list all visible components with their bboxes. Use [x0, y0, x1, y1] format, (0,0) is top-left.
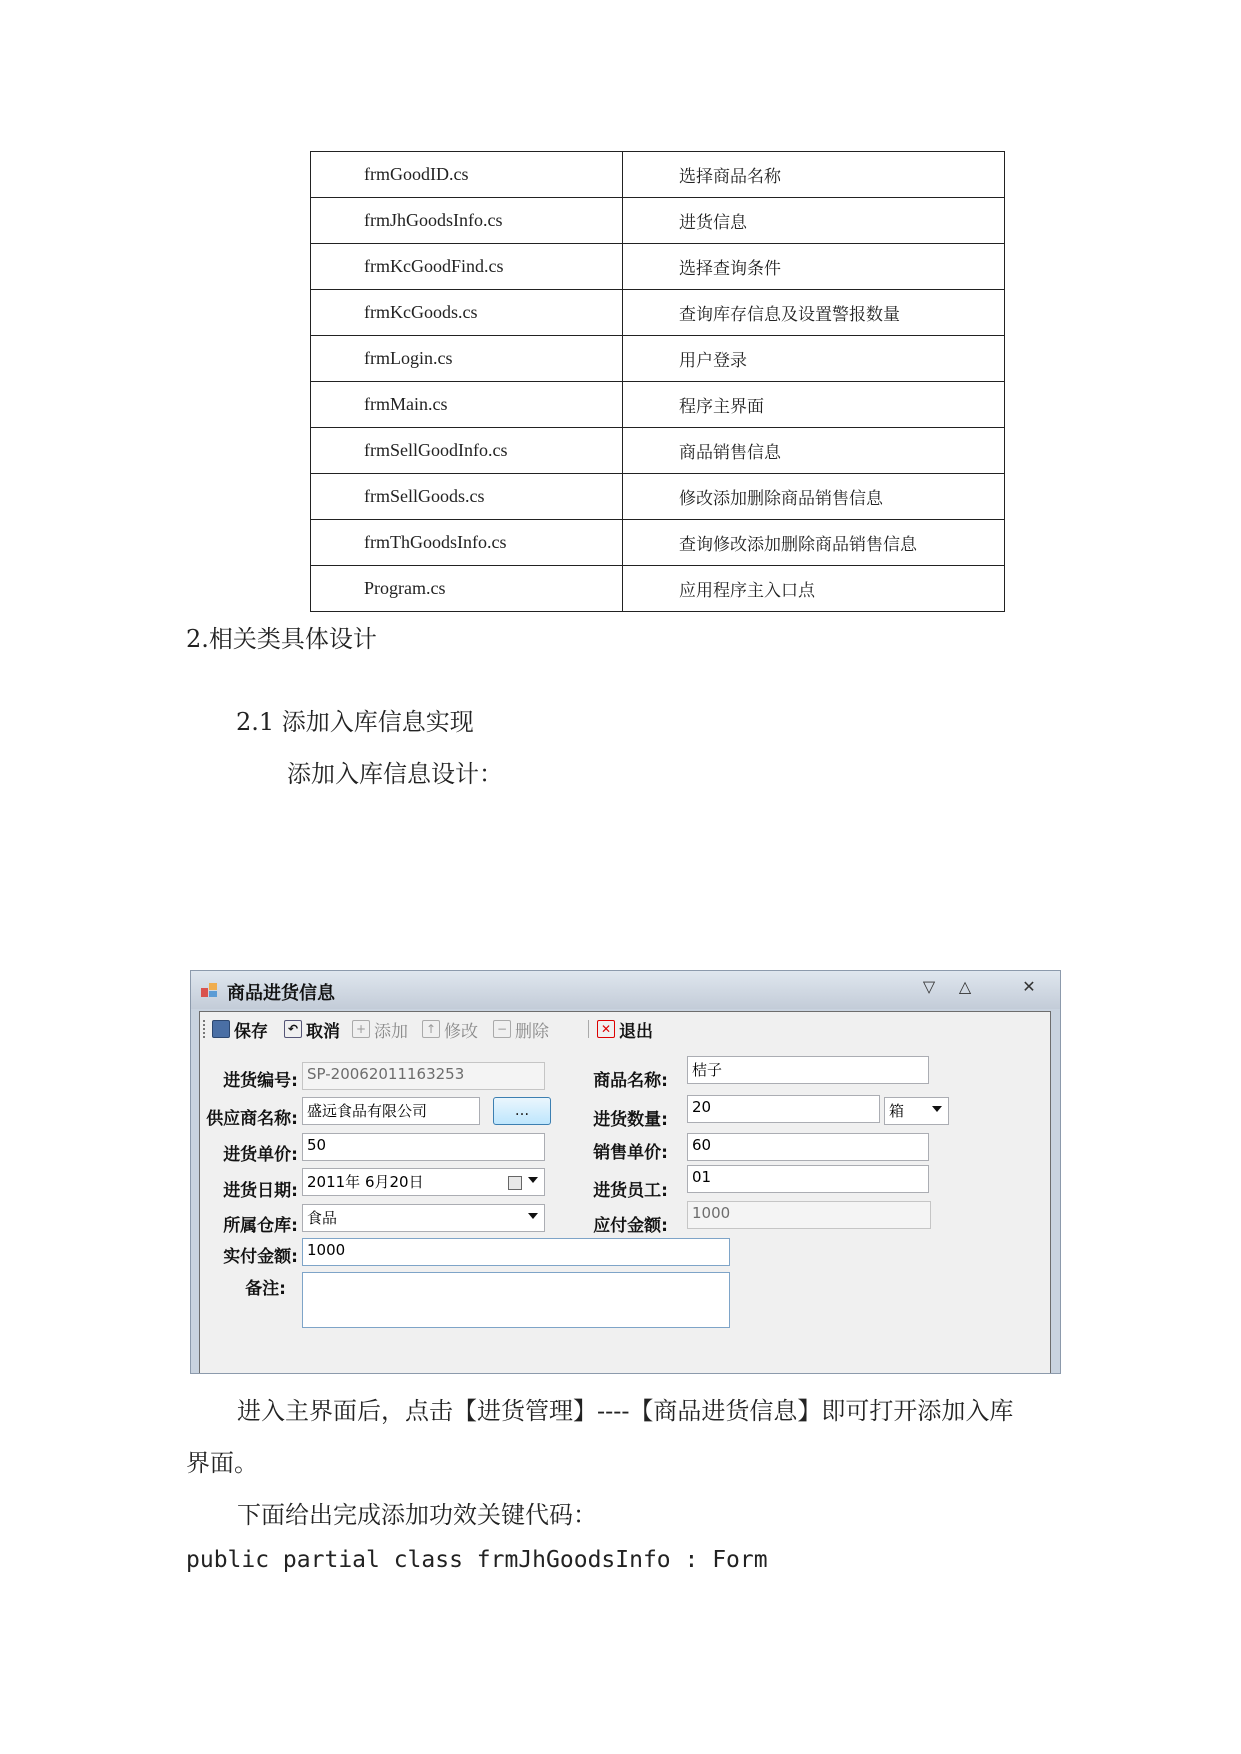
design-caption: 添加入库信息设计： [287, 760, 503, 788]
save-button[interactable] [212, 1018, 268, 1040]
file-description-cell: 修改添加删除商品销售信息 [623, 474, 1005, 520]
toolbar-grip[interactable] [203, 1020, 207, 1038]
exit-label: 退出 [619, 1021, 653, 1042]
close-icon[interactable]: ✕ [1022, 977, 1036, 996]
paid-amount-label: 实付金额: [223, 1247, 298, 1267]
form-client-area [199, 1011, 1051, 1374]
save-label: 保存 [234, 1021, 268, 1042]
file-name-cell: frmSellGoods.cs [311, 474, 623, 520]
file-name-cell: frmKcGoodFind.cs [311, 244, 623, 290]
delete-icon: − [493, 1020, 511, 1038]
cancel-icon: ↶ [284, 1020, 302, 1038]
warehouse-select[interactable] [302, 1204, 545, 1232]
delete-button[interactable] [493, 1018, 549, 1040]
file-name-cell: frmKcGoods.cs [311, 290, 623, 336]
table-row [311, 336, 1005, 382]
unit-price-label: 进货单价: [223, 1145, 298, 1165]
modify-button[interactable] [422, 1018, 478, 1040]
chevron-down-icon[interactable] [528, 1213, 538, 1219]
table-row [311, 198, 1005, 244]
chevron-down-icon[interactable] [528, 1177, 538, 1183]
add-label: 添加 [374, 1021, 408, 1042]
section-heading: 2.相关类具体设计 [186, 625, 377, 653]
file-description-cell: 商品销售信息 [623, 428, 1005, 474]
goods-purchase-window [190, 970, 1061, 1374]
instruction-line-2: 界面。 [186, 1449, 258, 1477]
calendar-icon[interactable] [508, 1176, 522, 1190]
add-icon: + [352, 1020, 370, 1038]
exit-button[interactable] [597, 1018, 653, 1040]
file-table [310, 151, 1005, 612]
file-description-cell: 查询库存信息及设置警报数量 [623, 290, 1005, 336]
goods-name-field[interactable]: 桔子 [687, 1056, 929, 1084]
cancel-button[interactable] [284, 1018, 340, 1040]
exit-icon: ✕ [597, 1020, 615, 1038]
collapse-icon[interactable]: △ [958, 977, 972, 996]
purchase-no-label: 进货编号: [223, 1071, 298, 1091]
payable-amount-label: 应付金额: [593, 1216, 668, 1236]
file-name-cell: frmThGoodsInfo.cs [311, 520, 623, 566]
supplier-field[interactable]: 盛远食品有限公司 [302, 1097, 480, 1125]
instruction-line-1: 进入主界面后，点击【进货管理】----【商品进货信息】即可打开添加入库 [237, 1397, 1014, 1425]
remark-field[interactable] [302, 1272, 730, 1328]
file-description-cell: 用户登录 [623, 336, 1005, 382]
toolbar [200, 1012, 1050, 1046]
purchase-date-label: 进货日期: [223, 1181, 298, 1201]
file-name-cell: frmSellGoodInfo.cs [311, 428, 623, 474]
add-button[interactable] [352, 1018, 408, 1040]
sell-price-field[interactable]: 60 [687, 1133, 929, 1161]
employee-field[interactable]: 01 [687, 1165, 929, 1193]
quantity-field[interactable]: 20 [687, 1095, 880, 1123]
file-description-cell: 应用程序主入口点 [623, 566, 1005, 612]
sell-price-label: 销售单价: [593, 1143, 668, 1163]
title-bar [191, 971, 1060, 1009]
file-description-cell: 选择商品名称 [623, 152, 1005, 198]
table-row [311, 474, 1005, 520]
cancel-label: 取消 [306, 1021, 340, 1042]
purchase-date-picker[interactable] [302, 1168, 545, 1196]
table-row [311, 382, 1005, 428]
file-description-cell: 进货信息 [623, 198, 1005, 244]
warehouse-label: 所属仓库: [223, 1216, 298, 1236]
warehouse-value: 食品 [307, 1209, 338, 1227]
toolbar-separator [588, 1020, 589, 1038]
window-title: 商品进货信息 [227, 983, 335, 1004]
unit-price-field[interactable]: 50 [302, 1133, 545, 1161]
code-intro: 下面给出完成添加功效关键代码： [237, 1501, 597, 1529]
file-description-cell: 程序主界面 [623, 382, 1005, 428]
purchase-no-field[interactable]: SP-20062011163253 [302, 1062, 545, 1090]
file-name-cell: frmGoodID.cs [311, 152, 623, 198]
table-row [311, 566, 1005, 612]
quantity-label: 进货数量: [593, 1110, 668, 1130]
app-icon [201, 983, 217, 997]
unit-select[interactable] [884, 1097, 949, 1125]
remark-label: 备注: [245, 1279, 286, 1299]
file-description-cell: 查询修改添加删除商品销售信息 [623, 520, 1005, 566]
table-row [311, 290, 1005, 336]
save-icon [212, 1020, 230, 1038]
table-row [311, 244, 1005, 290]
file-name-cell: frmJhGoodsInfo.cs [311, 198, 623, 244]
goods-name-label: 商品名称: [593, 1071, 668, 1091]
purchase-date-value: 2011年 6月20日 [307, 1173, 424, 1191]
unit-value: 箱 [889, 1102, 905, 1120]
subsection-heading: 2.1 添加入库信息实现 [236, 708, 474, 736]
table-row [311, 520, 1005, 566]
table-row [311, 152, 1005, 198]
file-description-cell: 选择查询条件 [623, 244, 1005, 290]
file-name-cell: frmMain.cs [311, 382, 623, 428]
code-line: public partial class frmJhGoodsInfo : Form [186, 1547, 768, 1573]
paid-amount-field[interactable]: 1000 [302, 1238, 730, 1266]
employee-label: 进货员工: [593, 1181, 668, 1201]
payable-amount-field[interactable]: 1000 [687, 1201, 931, 1229]
modify-icon: ↑ [422, 1020, 440, 1038]
table-row [311, 428, 1005, 474]
chevron-down-icon[interactable] [932, 1106, 942, 1112]
modify-label: 修改 [444, 1021, 478, 1042]
dropdown-icon[interactable]: ▽ [922, 977, 936, 996]
file-name-cell: Program.cs [311, 566, 623, 612]
file-name-cell: frmLogin.cs [311, 336, 623, 382]
browse-supplier-button[interactable]: ... [493, 1097, 551, 1125]
delete-label: 删除 [515, 1021, 549, 1042]
supplier-label: 供应商名称: [206, 1109, 298, 1129]
